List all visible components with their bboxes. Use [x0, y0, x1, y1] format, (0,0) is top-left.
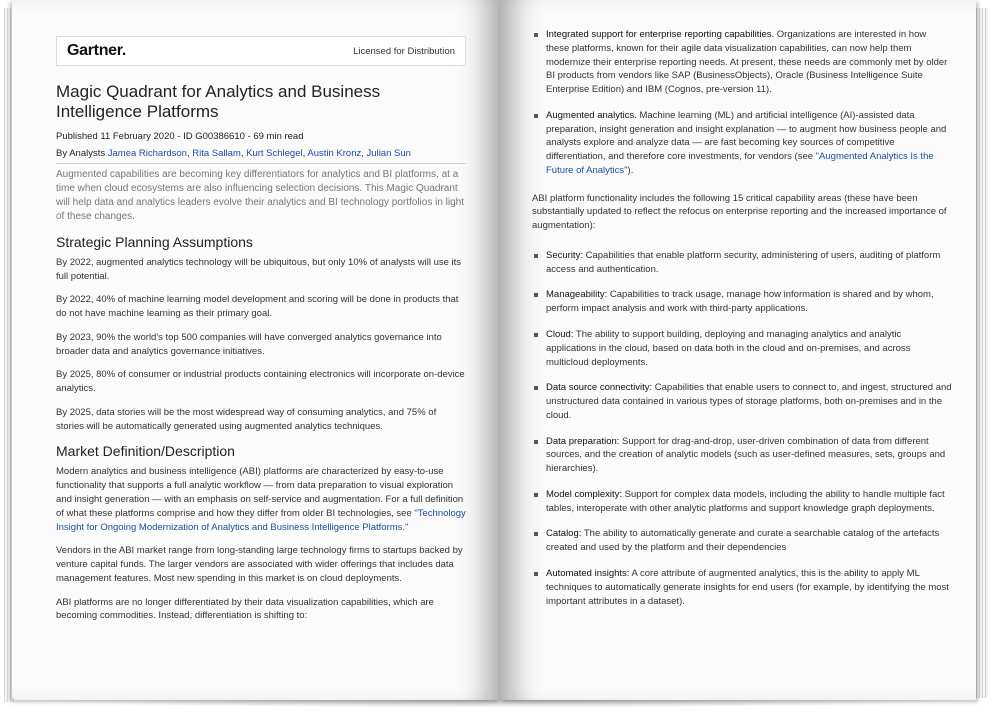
author-separator: , [361, 147, 367, 159]
publish-info: Published 11 February 2020 - ID G00386610 - 69 min read [56, 130, 304, 142]
list-item-text: Organizations are interested in how these platforms, known for their agile data visualization capabilities, can now help them modernize their enterprise reporting needs. At present, these needs are commonly met by older BI products from vendors like SAP (BusinessObjects), Oracle (Business Intelligence Suite Enterprise Edition) and IBM (Cognos, pre-version 11). [546, 29, 948, 96]
list-item-text: A core attribute of augmented analytics, this is the ability to apply ML techniques to automatically generate insights for end users (for example, by identifying the most important attributes in a dataset). [546, 567, 949, 607]
list-item-term: Integrated support for enterprise reporting capabilities. [546, 29, 775, 40]
list-item [532, 435, 952, 476]
report-header [56, 36, 466, 66]
technology-insight-link[interactable]: "Technology Insight for Ongoing Modernization of Analytics and Business Intelligence Platforms." [56, 507, 466, 533]
gartner-logo: Gartner. [67, 42, 126, 59]
list-item-text: Capabilities to track usage, manage how information is shared and by whom, perform impact analysis and work with third-party applications. [546, 289, 934, 315]
list-item [532, 109, 952, 178]
list-item-term: Model complexity: [546, 488, 623, 500]
list-item-term: Automated insights: [546, 567, 630, 579]
market-paragraph-3: ABI platforms are no longer differentiated by their data visualization capabilities, which are becoming commodities. Instead, differentiation is shifting to: [56, 596, 434, 622]
list-item-term: Augmented analytics. [546, 109, 637, 121]
assumption-paragraph: By 2022, 40% of machine learning model development and scoring will be done in products that do not have machine learning as their primary goal. [56, 294, 459, 320]
list-item-term: Catalog: [546, 528, 582, 540]
spa-heading: Strategic Planning Assumptions [56, 233, 253, 250]
list-item-term: Manageability: [546, 289, 608, 301]
list-item [532, 328, 952, 369]
list-item-text: Machine learning (ML) and artificial intelligence (AI)-assisted data preparation, insight generation and insight explanation — to augment how business people and analysts explore and analyze data — are fast becoming key sources of competitive differentiation, and therefore core investments, for vendors (see [546, 109, 947, 163]
author-separator: , [302, 147, 308, 159]
author-link[interactable]: Jamea Richardson [107, 147, 187, 159]
list-item-text: Capabilities that enable platform security, administering of users, auditing of platform access and authentication. [546, 249, 941, 275]
author-link[interactable]: Austin Kronz [307, 147, 362, 159]
authors-line [56, 148, 466, 164]
list-item-text: Support for complex data models, including the ability to handle multiple fact tables, interoperate with other analytic platforms and support knowledge graph deployments. [546, 488, 945, 514]
list-item-tail: ). [627, 164, 634, 176]
market-heading: Market Definition/Description [56, 443, 235, 460]
list-item-term: Cloud: [546, 329, 574, 341]
differentiator-list [532, 28, 952, 178]
market-paragraph-1 [56, 465, 466, 534]
list-item [532, 488, 952, 516]
list-item-text: Capabilities that enable users to connect to, and ingest, structured and unstructured data contained in various types of storage platforms, both on-premises and in the cloud. [546, 382, 952, 421]
list-item-text: The ability to support building, deploying and managing analytics and analytic applications in the cloud, based on data both in the cloud and on-premises, and across multicloud deployments. [546, 329, 911, 368]
author-separator: , [240, 147, 247, 159]
assumptions-list [56, 256, 466, 434]
author-link[interactable]: Rita Sallam [192, 147, 241, 159]
assumption-paragraph: By 2025, data stories will be the most widespread way of consuming analytics, and 75% of stories will be automatically generated using augmented analytics techniques. [56, 406, 437, 432]
list-item-term: Data preparation: [546, 435, 620, 447]
authors-prefix: By Analysts [56, 147, 108, 159]
assumption-paragraph: By 2023, 90% the world's top 500 companies will have converged analytics governance into broader data and analytics governance initiatives. [56, 331, 442, 357]
assumption-paragraph: By 2025, 80% of consumer or industrial products containing electronics will incorporate on-device analytics. [56, 369, 465, 395]
summary: Augmented capabilities are becoming key differentiators for analytics and BI platforms, at a time when cloud ecosystems are also influencing selection decisions. This Magic Quadrant will help data and analytics leaders evolve their analytics and BI technology portfolios in light of these changes. [56, 168, 465, 222]
list-item [532, 249, 952, 277]
list-item [532, 288, 952, 316]
capabilities-intro: ABI platform functionality includes the following 15 critical capability areas (these have been substantially updated to reflect the refocus on enterprise reporting and the increased importance of augmentation): [532, 192, 947, 232]
list-item [532, 381, 952, 422]
author-link[interactable]: Kurt Schlegel [246, 147, 303, 159]
capabilities-list [532, 249, 952, 608]
list-item-term: Data source connectivity: [546, 382, 653, 394]
market-paragraph-2: Vendors in the ABI market range from long-standing large technology firms to startups backed by venture capital funds. The larger vendors are associated with wider offerings that includes data management features. Most new spending in this market is on cloud deployments. [56, 545, 463, 584]
list-item-text: Support for drag-and-drop, user-driven combination of data from different sources, and the creation of analytic models (such as user-defined measures, sets, groups and hierarchies). [546, 435, 946, 475]
market-p1-text: Modern analytics and business intelligence (ABI) platforms are characterized by easy-to-use functionality that supports a full analytic workflow — from data preparation to visual exploration and insight generation — with an emphasis on self-service and augmentation. For a full definition of what these platforms comprise and how they differ from older BI technologies, see [56, 466, 464, 519]
report-title: Magic Quadrant for Analytics and Business Intelligence Platforms [56, 82, 381, 122]
list-item [532, 527, 952, 555]
assumption-paragraph: By 2022, augmented analytics technology will be ubiquitous, but only 10% of analysts will use its full potential. [56, 256, 462, 282]
author-separator: , [186, 147, 193, 159]
author-link[interactable]: Julian Sun [366, 147, 411, 159]
license-label: Licensed for Distribution [353, 45, 455, 57]
list-item [532, 28, 952, 97]
list-item-link[interactable]: "Augmented Analytics Is the Future of Analytics" [546, 151, 934, 176]
right-page [500, 0, 976, 700]
list-item-term: Security: [546, 249, 583, 261]
left-page [12, 0, 500, 700]
page-edges-right [974, 8, 988, 698]
list-item-text: The ability to automatically generate and curate a searchable catalog of the artefacts created and used by the platform and their dependencies [546, 528, 940, 554]
list-item [532, 567, 952, 608]
